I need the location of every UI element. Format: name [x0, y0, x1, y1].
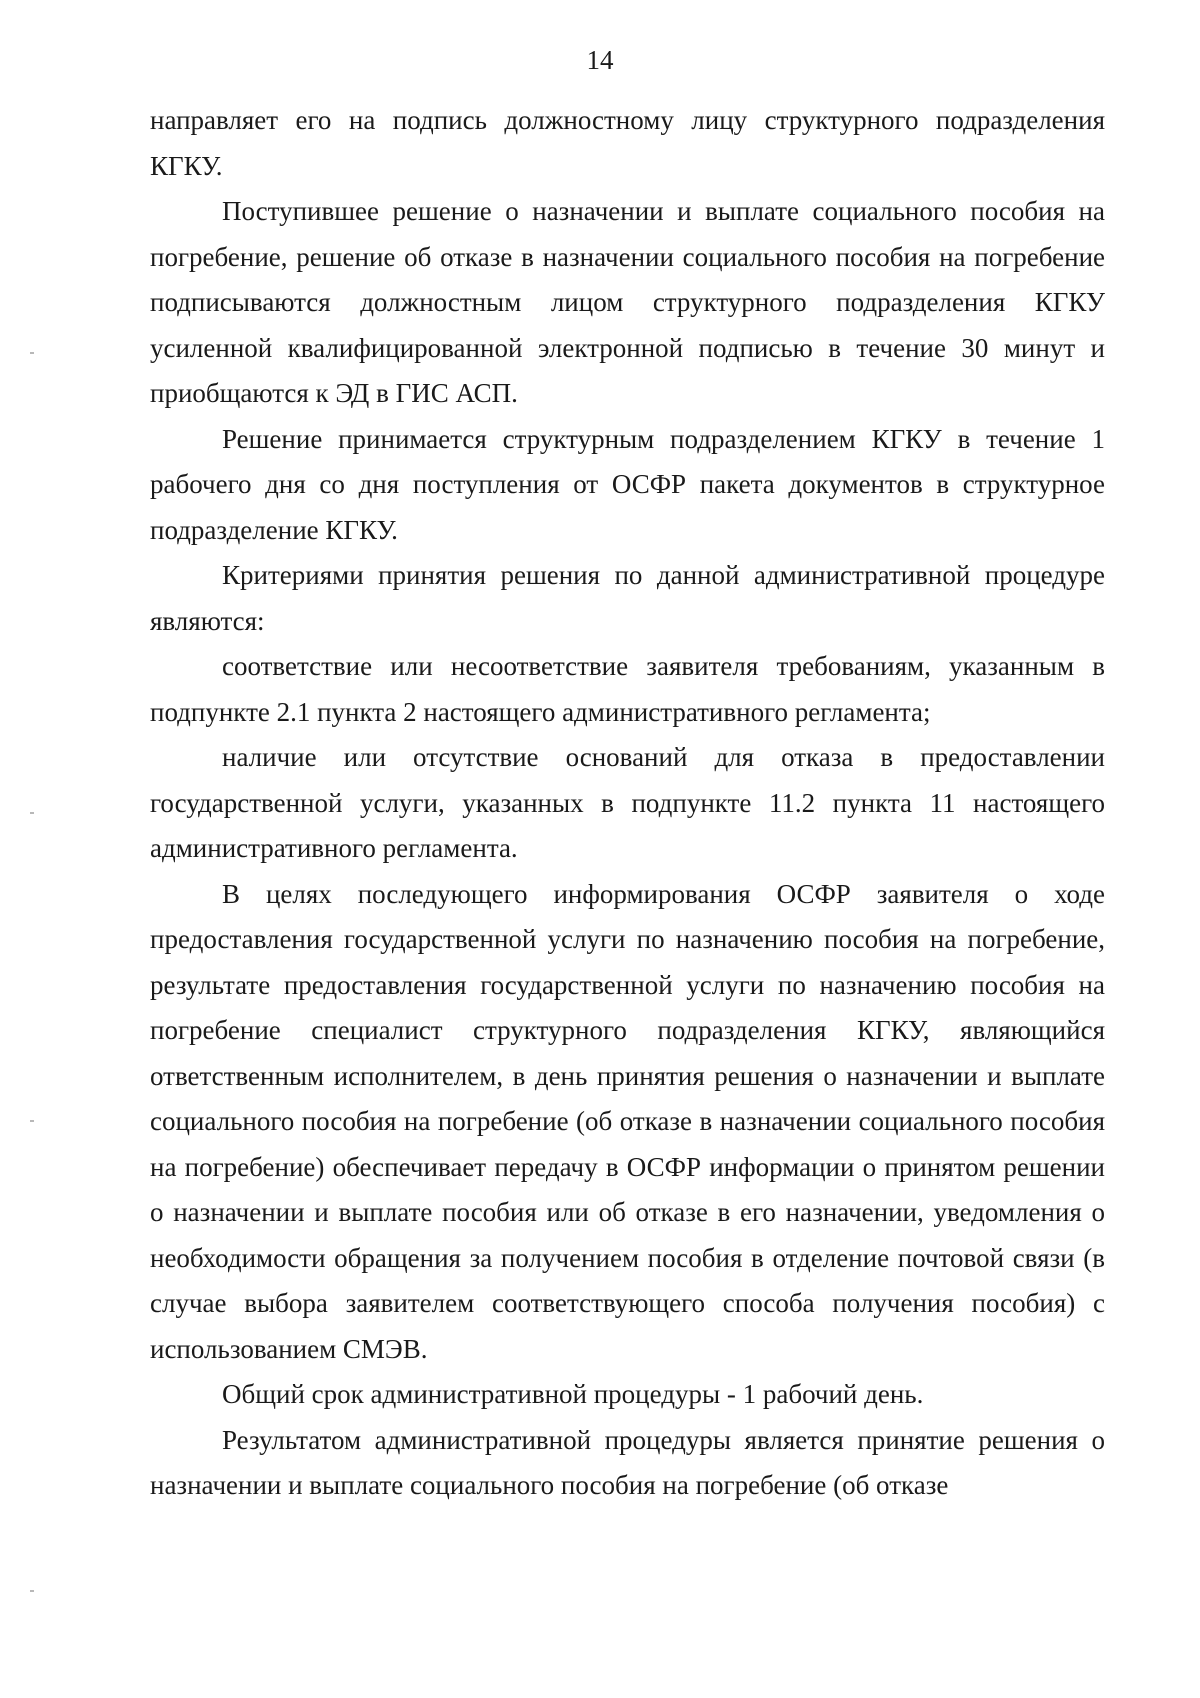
paragraph-criteria-refusal-grounds: наличие или отсутствие оснований для отказа в предоставлении государственной услуги, указанных в подпункте 11.2 пункта 11 настоящего административного регламента.: [150, 742, 1105, 863]
paragraph-criteria-requirements: соответствие или несоответствие заявителя требованиям, указанным в подпункте 2.1 пункта 2 настоящего административного регламента;: [150, 651, 1105, 727]
paragraph-decision-term: Решение принимается структурным подразделением КГКУ в течение 1 рабочего дня со дня поступления от ОСФР пакета документов в структурное подразделение КГКУ.: [150, 423, 1105, 545]
paragraph-decision-signing: Поступившее решение о назначении и выплате социального пособия на погребение, решение об отказе в назначении социального пособия на погребение подписываются должностным лицом структурного подразделения КГКУ усиленной квалифицированной электронной подписью в течение 30 минут и приобщаются к ЭД в ГИС АСП.: [150, 196, 1105, 408]
paragraph-continuation: направляет его на подпись должностному лицу структурного подразделения КГКУ.: [150, 105, 1105, 181]
page-number: 14: [586, 45, 614, 75]
scan-artifact: [30, 1590, 34, 1592]
scan-artifact: [30, 812, 34, 814]
paragraph-criteria-intro: Критериями принятия решения по данной административной процедуре являются:: [150, 560, 1105, 636]
paragraph-total-term: Общий срок административной процедуры - 1 рабочий день.: [222, 1379, 924, 1409]
paragraph-informing-osfr: В целях последующего информирования ОСФР заявителя о ходе предоставления государственной услуги по назначению пособия на погребение, результате предоставления государственной услуги по назначению пособия на погребение специалист структурного подразделения КГКУ, являющийся ответственным исполнителем, в день принятия решения о назначении и выплате социального пособия на погребение (об отказе в назначении социального пособия на погребение) обеспечивает передачу в ОСФР информации о принятом решении о назначении и выплате пособия или об отказе в его назначении, уведомления о необходимости обращения за получением пособия в отделение почтовой связи (в случае выбора заявителем соответствующего способа получения пособия) с использованием СМЭВ.: [150, 878, 1105, 1364]
paragraph-procedure-result: Результатом административной процедуры является принятие решения о назначении и выплате социального пособия на погребение (об отказе: [150, 1424, 1105, 1500]
document-body: [150, 98, 1105, 1509]
scan-artifact: [30, 352, 34, 354]
scan-artifact: [30, 1120, 34, 1122]
